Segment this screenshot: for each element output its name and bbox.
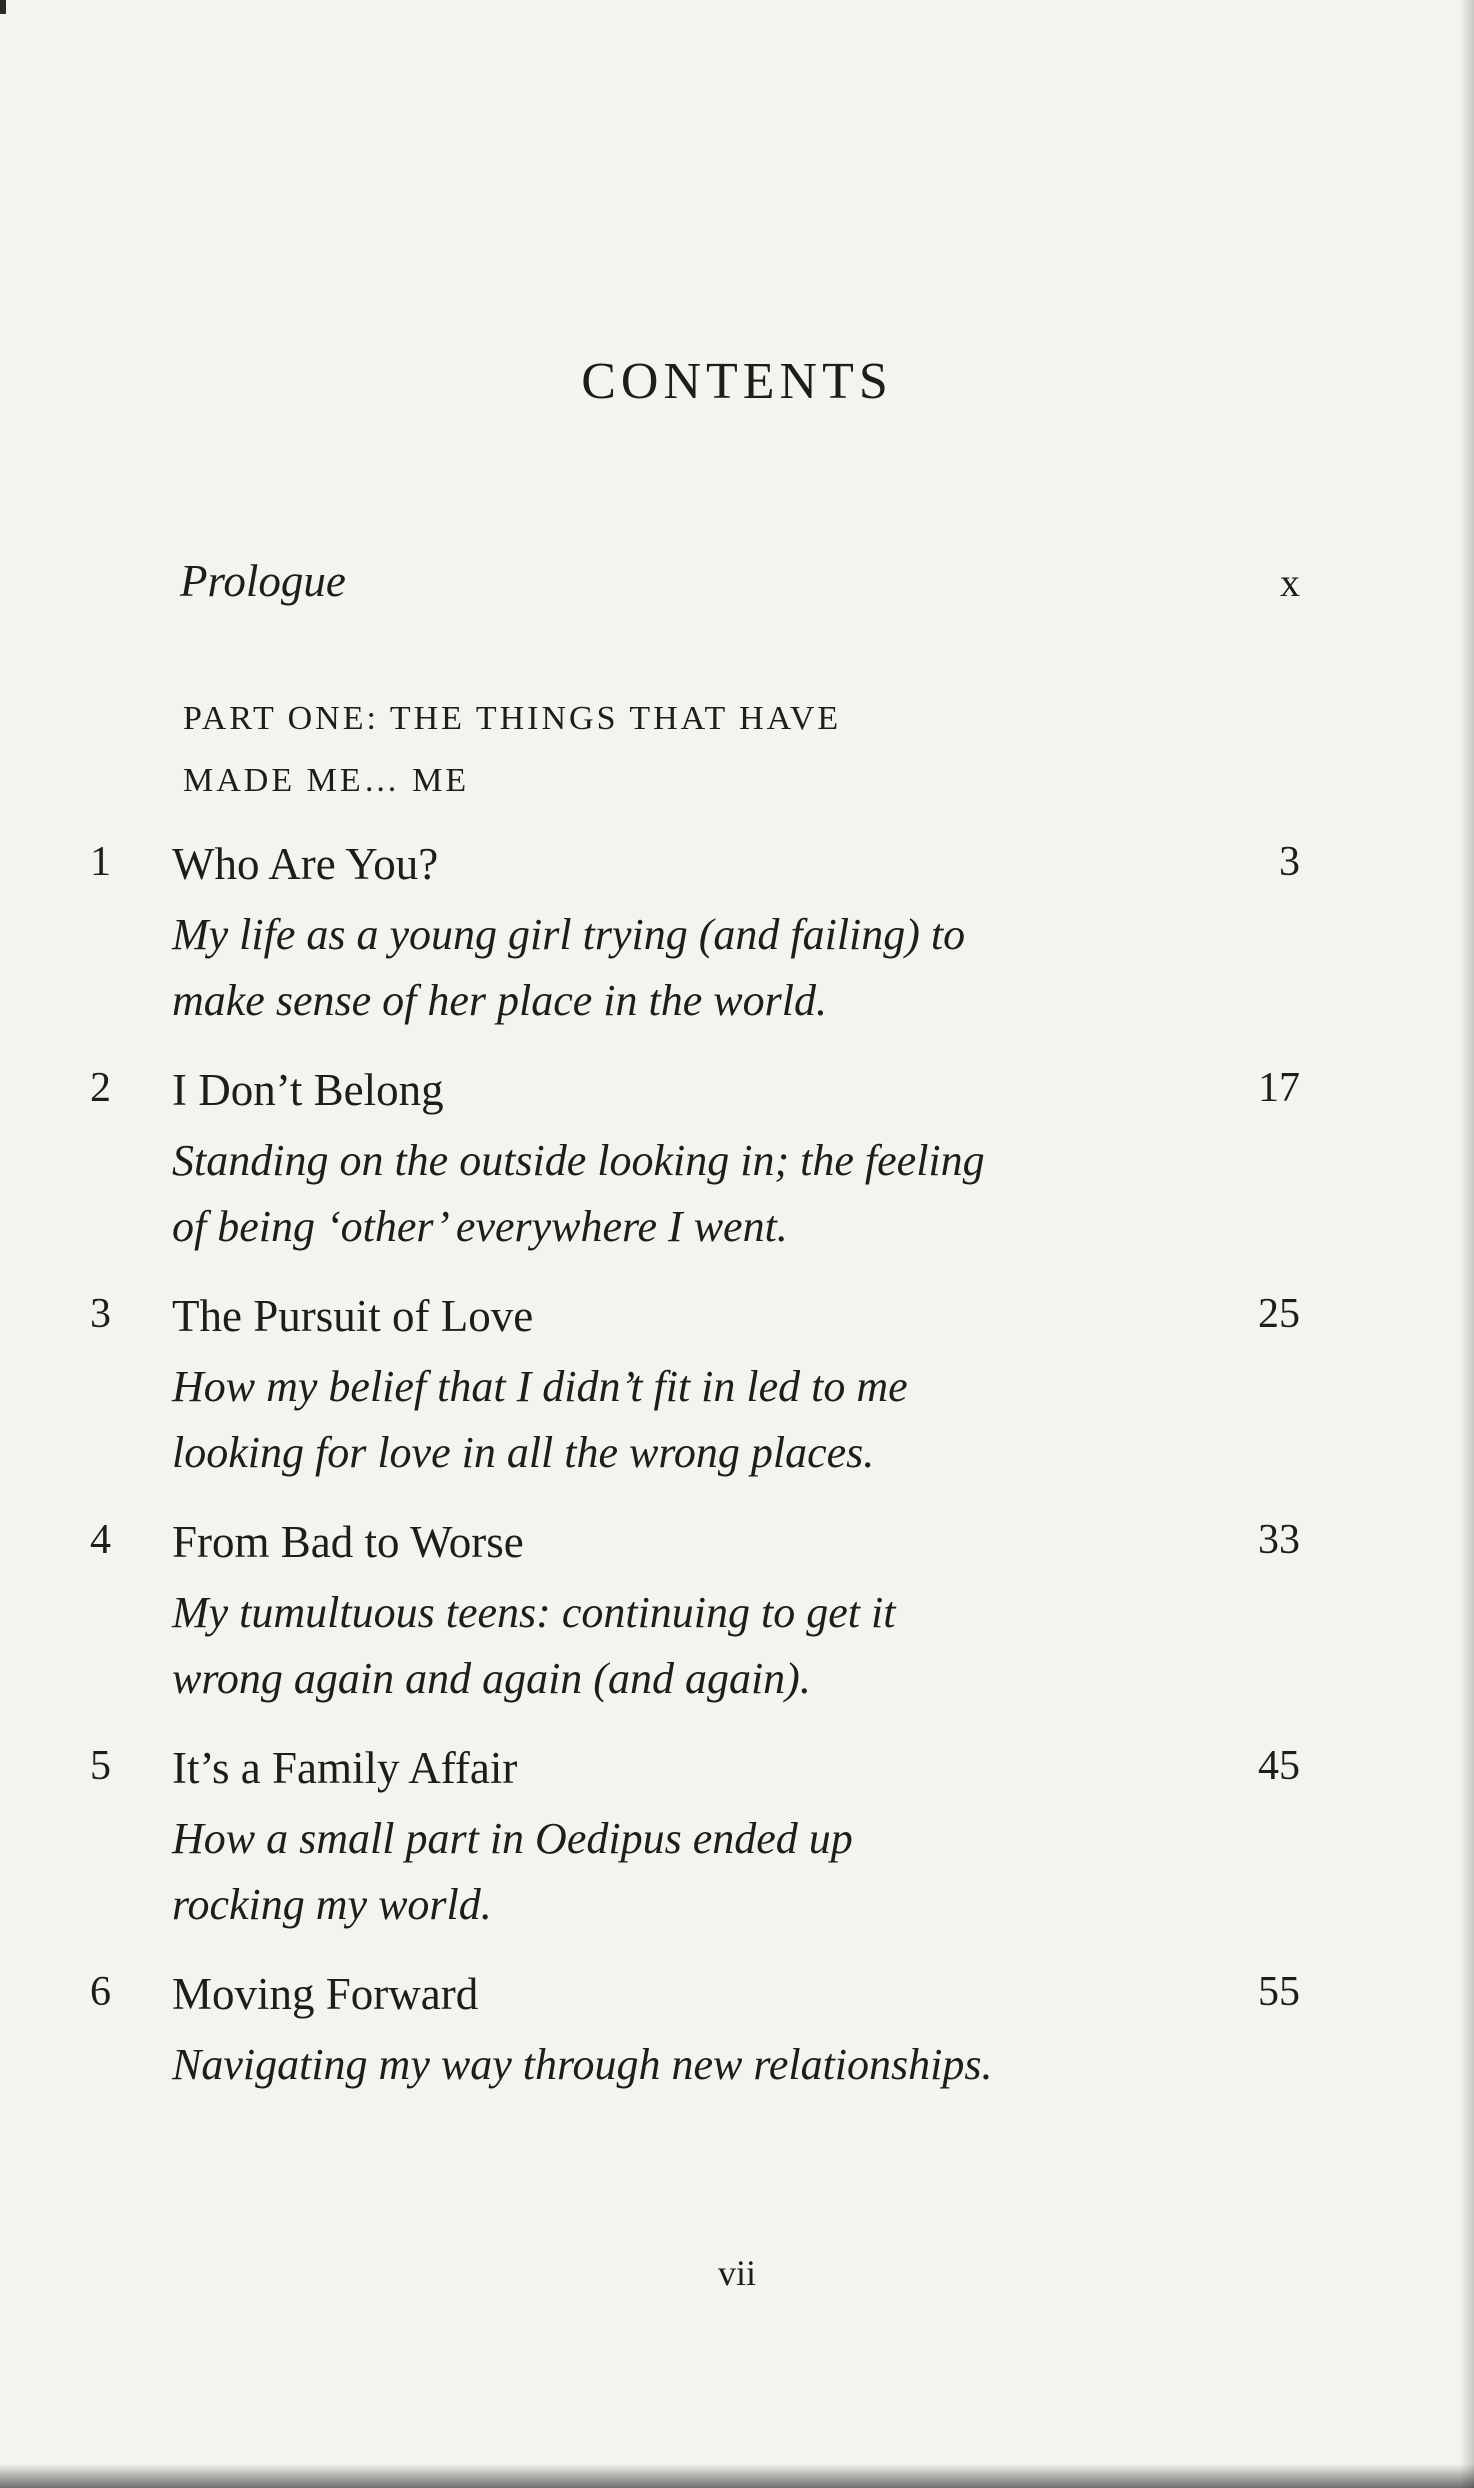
chapter-page: 55	[1258, 1969, 1300, 2015]
page-title: CONTENTS	[581, 353, 893, 410]
chapter-number: 4	[90, 1517, 111, 1563]
chapter-number: 5	[90, 1743, 111, 1789]
chapter-description-line: Standing on the outside looking in; the feeling	[172, 1136, 985, 1185]
chapter-number: 1	[90, 839, 111, 885]
toc-entry-chapter-6	[0, 1968, 1474, 2168]
chapter-title: The Pursuit of Love	[172, 1291, 534, 1341]
page-edge-shadow	[1460, 0, 1474, 2488]
chapter-number: 6	[90, 1969, 111, 2015]
chapter-title: It’s a Family Affair	[172, 1743, 518, 1793]
part-heading-line: PART ONE: THE THINGS THAT HAVE	[183, 700, 842, 737]
page-number: vii	[717, 2253, 756, 2293]
part-heading-line: MADE ME… ME	[183, 762, 470, 799]
toc-entry-chapter-5	[0, 1742, 1474, 1942]
chapter-description-line: of being ‘other’ everywhere I went.	[172, 1202, 788, 1251]
chapter-title: From Bad to Worse	[172, 1517, 524, 1567]
chapter-title: I Don’t Belong	[172, 1065, 444, 1115]
chapter-number: 2	[90, 1065, 111, 1111]
page-edge-shadow	[0, 0, 6, 14]
chapter-description-line: make sense of her place in the world.	[172, 976, 827, 1025]
toc-entry-chapter-3	[0, 1290, 1474, 1490]
chapter-description	[172, 902, 1182, 1034]
chapter-number: 3	[90, 1291, 111, 1337]
toc-entry-title: Prologue	[180, 556, 346, 606]
chapter-page: 3	[1279, 839, 1300, 885]
chapter-description-line: wrong again and again (and again).	[172, 1654, 811, 1703]
chapter-page: 45	[1258, 1743, 1300, 1789]
chapter-description-line: My life as a young girl trying (and failing) to	[172, 910, 966, 959]
chapter-description-line: How a small part in Oedipus ended up	[172, 1814, 853, 1863]
toc-entry-page: x	[1280, 560, 1300, 605]
chapter-description-line: Navigating my way through new relationships.	[172, 2040, 993, 2089]
chapter-description-line: looking for love in all the wrong places.	[172, 1428, 875, 1477]
chapter-page: 33	[1258, 1517, 1300, 1563]
chapter-description	[172, 2032, 1182, 2098]
chapter-description	[172, 1806, 1182, 1938]
chapter-description-line: rocking my world.	[172, 1880, 492, 1929]
chapter-title: Who Are You?	[172, 839, 439, 889]
toc-entry-prologue	[180, 555, 1300, 615]
toc-entry-chapter-1	[0, 838, 1474, 1038]
chapter-page: 25	[1258, 1291, 1300, 1337]
chapter-description-line: My tumultuous teens: continuing to get it	[172, 1588, 896, 1637]
chapter-description	[172, 1354, 1182, 1486]
toc-entry-chapter-2	[0, 1064, 1474, 1264]
toc-entry-chapter-4	[0, 1516, 1474, 1716]
page-edge-shadow	[0, 2464, 1474, 2488]
part-heading	[183, 688, 1083, 812]
chapter-description	[172, 1128, 1182, 1260]
chapter-description-line: How my belief that I didn’t fit in led to me	[172, 1362, 908, 1411]
chapter-description	[172, 1580, 1182, 1712]
chapter-page: 17	[1258, 1065, 1300, 1111]
chapter-title: Moving Forward	[172, 1969, 479, 2019]
